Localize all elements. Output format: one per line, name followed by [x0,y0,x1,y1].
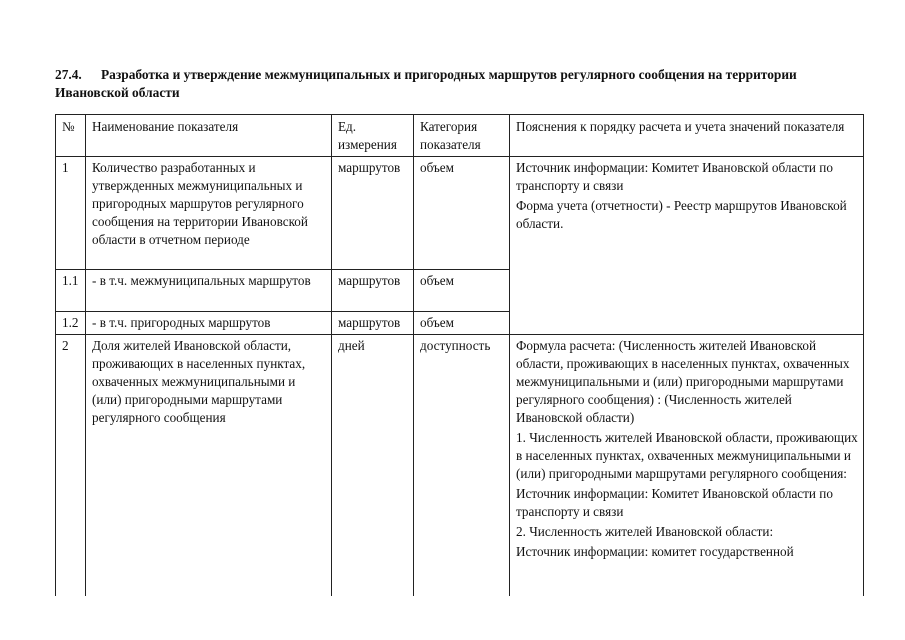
section-number: 27.4. [55,67,82,82]
explanation-paragraph: Источник информации: Комитет Ивановской области по транспорту и связи [516,486,833,519]
header-unit: Ед. измерения [332,115,414,157]
table-row [56,335,864,635]
page-bottom-margin [0,596,905,640]
row-category: объем [414,270,510,312]
row-unit: маршрутов [332,312,414,335]
indicators-table [55,114,864,635]
explanation-paragraph: Формула расчета: (Численность жителей Ивановской области, проживающих в населенных пунктах, охваченных межмуниципальными и (или) пригородными маршрутами регулярного сообщения) : (Численность жителей Ивановской области) [516,338,850,425]
table-header-row [56,115,864,157]
row-name: - в т.ч. межмуниципальных маршрутов [86,270,332,312]
explanation-paragraph: 2. Численность жителей Ивановской области: [516,524,774,539]
section-heading [55,66,855,102]
row-category: объем [414,157,510,270]
row-number: 1.1 [56,270,86,312]
section-title: Разработка и утверждение межмуниципальных и пригородных маршрутов регулярного сообщения на территории Ивановской области [55,67,797,100]
explanation-paragraph: 1. Численность жителей Ивановской области, проживающих в населенных пунктах, охваченных межмуниципальными и (или) пригородными маршрутами регулярного сообщения: [516,430,858,481]
row-unit: дней [332,335,414,635]
row-name: Количество разработанных и утвержденных межмуниципальных и пригородных маршрутов регулярного сообщения на территории Ивановской области в отчетном периоде [86,157,332,270]
row-unit: маршрутов [332,270,414,312]
header-number: № [56,115,86,157]
explanation-paragraph: Форма учета (отчетности) - Реестр маршрутов Ивановской области. [516,198,847,231]
row-unit: маршрутов [332,157,414,270]
explanation-paragraph: Источник информации: Комитет Ивановской области по транспорту и связи [516,160,833,193]
row-explanation-formula [510,335,864,635]
header-category: Категория показателя [414,115,510,157]
row-category: доступность [414,335,510,635]
row-category: объем [414,312,510,335]
row-name: Доля жителей Ивановской области, проживающих в населенных пунктах, охваченных межмуниципальными и (или) пригородными маршрутами регулярного сообщения [86,335,332,635]
table-row [56,157,864,270]
row-explanation-group1 [510,157,864,335]
header-name: Наименование показателя [86,115,332,157]
row-name: - в т.ч. пригородных маршрутов [86,312,332,335]
row-number: 1 [56,157,86,270]
header-explanation: Пояснения к порядку расчета и учета значений показателя [510,115,864,157]
row-number: 2 [56,335,86,635]
explanation-paragraph: Источник информации: комитет государственной [516,544,794,559]
row-number: 1.2 [56,312,86,335]
